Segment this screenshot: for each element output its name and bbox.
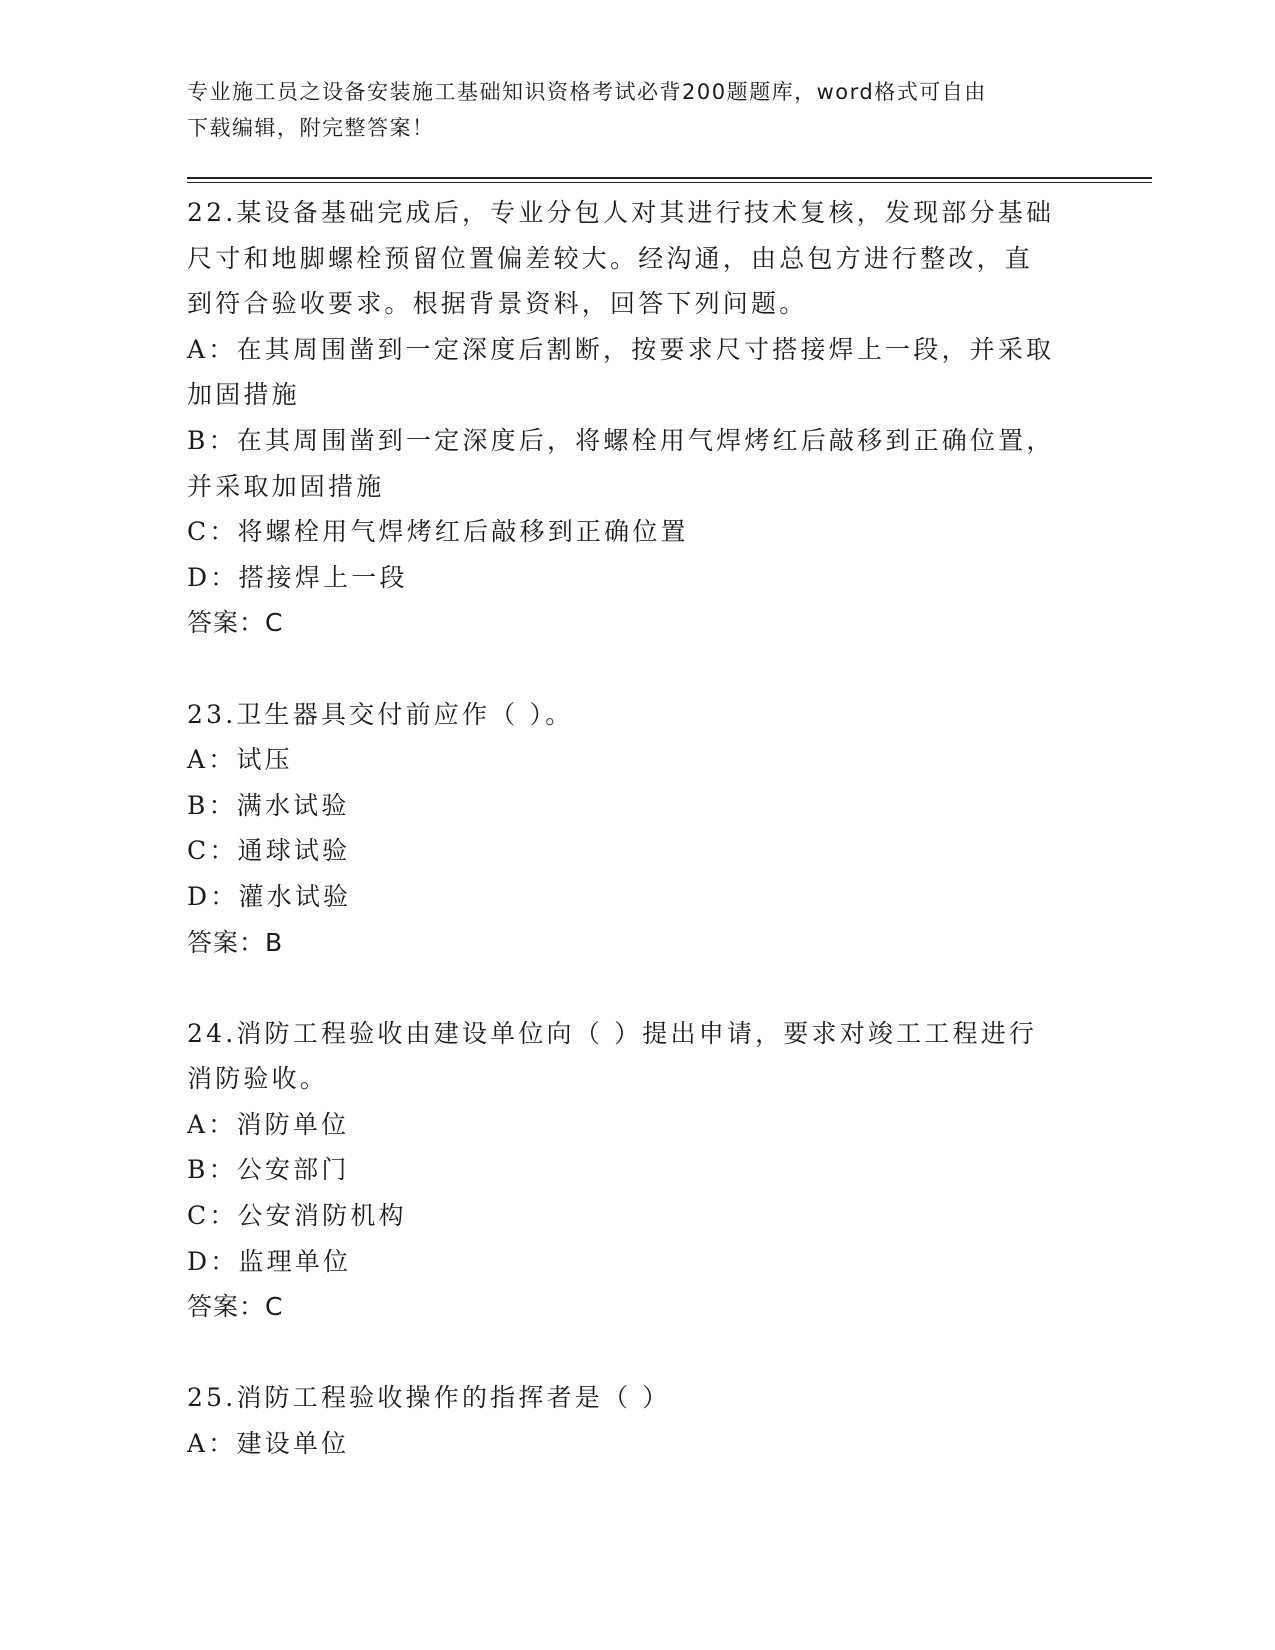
option-b-continued: 并采取加固措施	[187, 471, 385, 501]
question-stem-line: 消防验收。	[187, 1064, 329, 1094]
option-d: D：监理单位	[187, 1246, 352, 1276]
header-divider-thick	[187, 177, 1152, 179]
question-stem-line: 到符合验收要求。根据背景资料，回答下列问题。	[187, 289, 808, 319]
option-c: C：将螺栓用气焊烤红后敲移到正确位置	[187, 517, 689, 547]
option-b: B：公安部门	[187, 1155, 350, 1185]
question-list	[187, 190, 1087, 1512]
option-c: C：公安消防机构	[187, 1201, 407, 1231]
option-d: D：搭接焊上一段	[187, 562, 408, 592]
answer-line: 答案：C	[187, 608, 284, 638]
option-a: A：建设单位	[187, 1429, 350, 1459]
answer-line: 答案：C	[187, 1292, 284, 1322]
question-stem-line: 25.消防工程验收操作的指挥者是（ ）	[187, 1383, 671, 1413]
option-c: C：通球试验	[187, 836, 351, 866]
question-23	[187, 692, 1087, 966]
header-divider-thin	[187, 182, 1152, 183]
document-header	[187, 74, 1067, 146]
question-stem-line: 尺寸和地脚螺栓预留位置偏差较大。经沟通，由总包方进行整改，直	[187, 243, 1034, 273]
option-b: B：在其周围凿到一定深度后，将螺栓用气焊烤红后敲移到正确位置，	[187, 425, 1055, 455]
question-24	[187, 1011, 1087, 1330]
question-22	[187, 190, 1087, 646]
option-d: D：灌水试验	[187, 881, 352, 911]
question-stem-line: 22.某设备基础完成后，专业分包人对其进行技术复核，发现部分基础	[187, 198, 1055, 227]
question-stem-line: 24.消防工程验收由建设单位向（ ）提出申请，要求对竣工工程进行	[187, 1018, 1038, 1048]
question-25	[187, 1375, 1087, 1466]
header-line-2: 下载编辑，附完整答案！	[187, 116, 435, 140]
option-a: A：消防单位	[187, 1109, 350, 1139]
answer-line: 答案：B	[187, 927, 284, 957]
header-line-1: 专业施工员之设备安装施工基础知识资格考试必背200题题库，word格式可自由	[187, 80, 987, 104]
option-a: A：在其周围凿到一定深度后割断，按要求尺寸搭接焊上一段，并采取	[187, 334, 1055, 364]
option-a: A：试压	[187, 745, 293, 775]
option-b: B：满水试验	[187, 790, 350, 820]
question-stem-line: 23.卫生器具交付前应作（ ）。	[187, 699, 574, 729]
option-a-continued: 加固措施	[187, 380, 300, 410]
